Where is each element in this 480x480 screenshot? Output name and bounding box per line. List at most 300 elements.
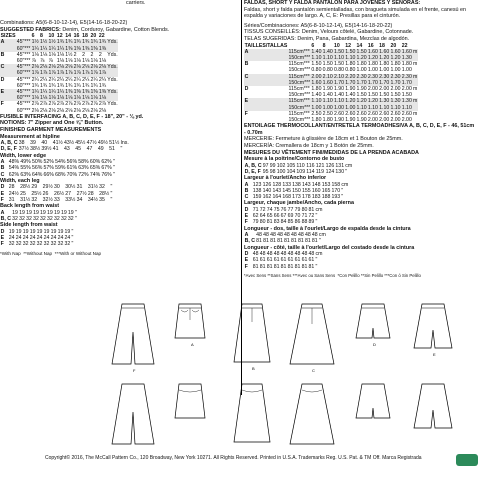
meter-value-cell: 1.20	[345, 98, 356, 105]
width-leg-value-cell: 35	[99, 196, 105, 203]
yardage-value-cell: 1¾	[40, 82, 48, 89]
jambe-value-cell: 77	[287, 206, 294, 213]
meter-value-cell: 1.10	[390, 104, 401, 111]
side-length-value-cell: 32	[15, 241, 22, 248]
meter-value-cell: 1.10	[401, 104, 412, 111]
width-lower-view-label: C	[0, 171, 5, 178]
meter-view-label: C	[244, 74, 288, 80]
side-length-row	[0, 229, 74, 235]
skirt-sketch-b	[234, 304, 270, 362]
width-lower-value-cell: 50%	[31, 159, 43, 166]
yardage-size-cell: 16	[73, 33, 80, 40]
meter-value-cell: 1.50	[333, 48, 345, 55]
yardage-value-cell: 1⅛	[65, 58, 73, 64]
hip-value-cell: 47½	[86, 140, 97, 147]
yardage-value-cell: 1¼	[48, 89, 56, 96]
dos-value-cell: 81	[256, 238, 262, 245]
dos-value-cell: 81	[291, 238, 297, 245]
back-length-value-cell: 32	[47, 215, 53, 222]
yardage-row	[0, 70, 118, 76]
jambe-value-cell: 80	[259, 219, 266, 226]
jambe-view-label: F	[244, 219, 248, 226]
meter-value-cell: 0.80	[311, 67, 322, 74]
hip-value-cell: 37½	[18, 146, 29, 153]
garment-sketches	[0, 296, 480, 456]
yardage-value-cell: 1¼	[40, 89, 48, 96]
hip-value-cell: 39	[30, 140, 36, 147]
side-length-value-cell: 19	[43, 228, 50, 235]
meter-view-label: A	[244, 49, 288, 55]
yardage-value-cell: 1⅛	[90, 58, 98, 64]
yardage-value-cell: 2	[98, 51, 102, 58]
dos-value-cell: 48	[284, 232, 290, 239]
yardage-row	[0, 46, 118, 52]
meter-width-cell: 115cm***	[288, 85, 310, 92]
jambe-value-cell: 74	[266, 206, 273, 213]
width-lower-row	[0, 165, 115, 171]
yardage-view-label: E	[0, 89, 16, 95]
yardage-view-label: C	[0, 64, 16, 70]
width-lower-value-cell: 61%	[66, 165, 78, 172]
fabrics-text: Denim, Corduroy, Gabardine, Cotton Blends.	[62, 26, 170, 33]
width-leg-value-cell: 31½	[20, 196, 31, 203]
yardage-value-cell: 1¾	[98, 39, 107, 46]
sketch-label-b: B	[252, 366, 255, 371]
cote-value-cell: 81	[273, 263, 280, 270]
yardage-unit-cell: Yds.	[107, 51, 118, 58]
back-length-value-cell: 32	[60, 215, 67, 222]
width-leg-value-cell: 26½	[53, 190, 65, 197]
width-leg-value-cell: 25	[20, 190, 26, 197]
jambe-value-cell: 81	[308, 206, 315, 213]
ourlet-value-cell: 193	[331, 194, 341, 201]
meter-width-cell: 150cm***	[288, 117, 311, 123]
yardage-value-cell: 1⅛	[40, 95, 48, 102]
cote-unit-cell: "	[315, 263, 318, 270]
width-leg-view-label: D	[0, 184, 5, 191]
cote-value-cell: 48	[266, 251, 273, 258]
meter-view-label: F	[244, 110, 248, 117]
bassin-value-cell: 97	[262, 162, 269, 169]
width-leg-value-cell: 24½	[8, 190, 19, 197]
jambe-view-label: E	[244, 213, 249, 220]
notions-text: NOTIONS: 7" Zipper and One ⅝" Button.	[0, 120, 104, 127]
hip-value-cell: 43	[63, 146, 70, 153]
meter-unit-cell: m	[413, 85, 418, 92]
ourlet-unit-cell: "	[341, 187, 344, 194]
yardage-value-cell: 1⅛	[40, 51, 48, 58]
fabrics-title: SUGGESTED FABRICS:	[0, 26, 61, 33]
meter-size-cell: 18	[379, 42, 385, 49]
meter-size-cell: 22	[401, 42, 408, 49]
cote-value-cell: 81	[308, 263, 315, 270]
hip-row	[0, 146, 129, 152]
yardage-value-cell: 1⅛	[90, 95, 98, 102]
meter-value-cell: 1.00	[367, 67, 378, 74]
yardage-value-cell: 1½	[40, 39, 48, 46]
skirt-sketch-c	[290, 304, 334, 364]
ourlet-value-cell: 148	[311, 181, 321, 188]
yardage-value-cell: 1⅛	[73, 95, 81, 102]
back-length-row	[0, 210, 77, 216]
sketch-label-f: F	[133, 368, 136, 373]
width-leg-value-cell: 28½	[99, 190, 110, 197]
hip-unit-cell: "	[120, 146, 123, 153]
width-leg-value-cell: 29½	[42, 184, 53, 191]
cote-value-cell: 81	[252, 263, 259, 270]
meter-sizes-label: TAILLES/TALLAS	[244, 42, 288, 49]
bassin-unit-cell: "	[345, 168, 348, 175]
width-lower-value-cell: 49%	[20, 159, 31, 166]
meter-value-cell: 1.80	[322, 117, 333, 123]
meter-value-cell: 1.70	[356, 79, 367, 86]
ourlet-value-cell: 158	[331, 181, 341, 188]
yardage-value-cell: 1⅜	[98, 45, 107, 52]
meter-value-cell: 1.20	[390, 54, 401, 61]
ourlet-table	[244, 182, 349, 201]
meter-value-cell: 1.20	[356, 98, 367, 105]
side-length-value-cell: 19	[57, 228, 64, 235]
width-leg-value-cell: 33½	[65, 196, 76, 203]
jambe-row	[244, 219, 323, 225]
combinations-text: Combinations: A5(6-8-10-12-14), E5(14-16-18-20-22)	[0, 20, 128, 26]
width-leg-value-cell: 26	[42, 190, 49, 197]
back-length-value-cell: 32	[26, 215, 32, 222]
meter-value-cell: 0.80	[333, 67, 345, 74]
meter-value-cell: 1.80	[367, 61, 378, 68]
dos-value-cell: 81	[297, 238, 304, 245]
dos-unit-cell: cm	[318, 232, 326, 239]
meter-value-cell: 1.90	[356, 85, 367, 92]
width-lower-value-cell: 72%	[78, 171, 89, 178]
jambe-value-cell: 88	[301, 219, 308, 226]
bassin-value-cell: 109	[296, 168, 306, 175]
yardage-value-cell: 1½	[31, 39, 39, 46]
side-length-unit-cell: "	[71, 228, 74, 235]
yardage-value-cell: 2¼	[31, 76, 39, 83]
yardage-value-cell: 2⅛	[82, 64, 90, 71]
side-length-table	[0, 229, 74, 248]
yardage-value-cell: 2⅛	[90, 64, 98, 71]
yardage-row	[0, 39, 118, 45]
yardage-view-label: A	[0, 39, 16, 45]
width-lower-value-cell: 68%	[55, 171, 66, 178]
width-leg-value-cell: 28	[87, 190, 94, 197]
width-lower-value-cell: 74%	[89, 171, 101, 178]
jambe-value-cell: 84	[280, 219, 287, 226]
side-length-value-cell: 24	[36, 234, 43, 241]
meter-value-cell: 1.80	[356, 61, 367, 68]
meter-value-cell: 1.60	[390, 48, 401, 55]
side-length-value-cell: 32	[8, 241, 15, 248]
ourlet-value-cell: 173	[292, 194, 301, 201]
yardage-value-cell: 2⅞	[98, 101, 107, 108]
yardage-value-cell: 1⅜	[65, 89, 73, 96]
right-nap-note: *Avec Sens **Sans Sens ***Avec ou Sans Sens *Con Pelillo **Sin Pelillo ***Con ó Sin Pelillo	[244, 272, 421, 278]
meter-value-cell: 1.40	[345, 92, 356, 99]
right-title: FALDAS, SHORT Y FALDA PANTALÓN PARA JÓVENES Y SEÑORAS:	[244, 0, 421, 6]
side-length-value-cell: 19	[50, 228, 57, 235]
meter-value-cell: 2.30	[379, 73, 390, 80]
meter-value-cell: 1.50	[367, 92, 378, 99]
width-lower-table	[0, 159, 115, 178]
yardage-value-cell: ⅞	[48, 58, 53, 64]
yardage-table	[0, 33, 118, 114]
width-leg-value-cell: 25½	[31, 190, 42, 197]
meter-value-cell: 1.10	[379, 104, 390, 111]
copyright-text: Copyright© 2016, The McCall Pattern Co., 120 Broadway, New York 10271. All Rights Reserved. Printed in U.S.A. Trademarks Reg. U.S. Pat. & TM Off. Marca Registrada	[45, 455, 422, 461]
cote-value-cell: 81	[301, 263, 308, 270]
culottes-sketch-e	[414, 304, 452, 348]
cote-value-cell: 61	[294, 257, 301, 264]
meter-value-cell: 1.10	[333, 54, 345, 61]
side-length-value-cell: 32	[50, 241, 57, 248]
width-leg-value-cell: 32	[31, 196, 38, 203]
bassin-view-label: D, E, F	[244, 168, 261, 175]
meter-value-cell: 1.50	[345, 48, 356, 55]
back-length-value-cell: 32	[33, 215, 39, 222]
hip-value-cell: 39½	[41, 146, 52, 153]
merceria-text: MERCERÍA: Cremallera de 18cm y 1 Botón de 25mm.	[244, 142, 374, 149]
jambe-value-cell: 76	[280, 206, 287, 213]
dos-value-cell: 81	[263, 238, 269, 245]
yardage-value-cell: 2⅞	[56, 101, 65, 108]
meter-value-cell: 2.50	[311, 110, 322, 117]
bassin-table	[244, 163, 353, 175]
yardage-value-cell: 2⅛	[48, 107, 56, 114]
side-length-value-cell: 24	[22, 234, 29, 241]
ourlet-value-cell: 150	[292, 187, 301, 194]
side-length-value-cell: 24	[15, 234, 22, 241]
meter-value-cell: 1.50	[333, 61, 345, 68]
meter-value-cell: 1.60	[401, 48, 412, 55]
yardage-width-cell: 45"***	[16, 51, 31, 58]
yardage-row	[0, 101, 118, 107]
meter-size-cell: 6	[311, 42, 315, 49]
yardage-value-cell: 1⅛	[31, 95, 39, 102]
cote-view-label: D	[244, 251, 249, 258]
yardage-value-cell: 2⅞	[90, 101, 98, 108]
jambe-value-cell: 80	[301, 206, 308, 213]
bassin-value-cell: 130	[335, 168, 345, 175]
meter-value-cell: 1.80	[401, 61, 412, 68]
meter-value-cell: 1.10	[333, 98, 345, 105]
width-lower-value-cell: 56%	[66, 159, 78, 166]
meter-size-cell: 14	[356, 42, 363, 49]
cote-value-cell: 48	[252, 251, 259, 258]
side-length-value-cell: 24	[8, 234, 15, 241]
yardage-value-cell: 1¼	[56, 89, 65, 96]
yardage-value-cell: 2⅞	[40, 101, 48, 108]
width-lower-value-cell: 54%	[55, 159, 66, 166]
yardage-value-cell: 2¼	[40, 76, 48, 83]
ourlet-value-cell: 128	[272, 181, 282, 188]
meter-width-cell: 150cm***	[288, 54, 311, 61]
yardage-value-cell: 1⅞	[90, 70, 98, 77]
yardage-value-cell: 2⅛	[31, 64, 39, 71]
meter-value-cell: 2.00	[390, 85, 401, 92]
yardage-value-cell: 1⅞	[48, 70, 56, 77]
yardage-value-cell: 2⅞	[31, 101, 39, 108]
meter-width-cell: 115cm***	[288, 61, 310, 68]
yardage-value-cell: 1⅜	[65, 45, 73, 52]
meter-value-cell: 2.30	[356, 73, 367, 80]
width-leg-value-cell: 29	[31, 184, 38, 191]
meter-size-cell: 20	[390, 42, 397, 49]
side-length-value-cell: 32	[36, 241, 43, 248]
ourlet-unit-cell: cm	[341, 181, 349, 188]
side-length-value-cell: 32	[43, 241, 50, 248]
meter-size-cell: 12	[345, 42, 352, 49]
jambe-unit-cell: "	[315, 219, 318, 226]
yardage-value-cell: 1½	[48, 39, 56, 46]
meter-value-cell: 1.60	[322, 79, 333, 86]
meter-value-cell: 1.80	[390, 61, 401, 68]
dos-value-cell: 81	[304, 238, 311, 245]
side-length-value-cell: 24	[29, 234, 36, 241]
ourlet-value-cell: 138	[252, 187, 262, 194]
ourlet-value-cell: 145	[282, 187, 291, 194]
yardage-value-cell: 1⅛	[56, 51, 65, 58]
yardage-value-cell: 2¼	[73, 76, 81, 83]
jambe-view-label: D	[244, 206, 249, 213]
yardage-size-cell: 20	[90, 33, 97, 40]
width-lower-unit-cell: "	[112, 159, 115, 166]
dos-value-cell: 81	[270, 238, 276, 245]
yardage-value-cell: 1¼	[40, 45, 48, 52]
bassin-value-cell: 102	[276, 162, 286, 169]
meter-value-cell: 1.70	[390, 79, 401, 86]
jambe-value-cell: 86	[294, 219, 301, 226]
yardage-value-cell: 2⅛	[40, 64, 48, 71]
meter-value-cell: 1.00	[322, 104, 333, 111]
back-view-d	[356, 384, 390, 418]
back-length-value-cell: 19	[40, 209, 46, 216]
meter-value-cell: 1.00	[345, 104, 356, 111]
yardage-value-cell: 1⅛	[82, 58, 90, 64]
width-leg-value-cell: 27	[65, 190, 72, 197]
meter-value-cell: 2.30	[367, 73, 378, 80]
meter-value-cell: 1.60	[367, 48, 378, 55]
cote-view-label: F	[244, 263, 248, 270]
yardage-value-cell: 1⅞	[82, 70, 90, 77]
sketch-label-e: E	[433, 352, 436, 357]
hip-value-cell: 40	[41, 140, 48, 147]
meter-view-label: E	[244, 98, 288, 104]
yardage-value-cell: 1¼	[48, 45, 56, 52]
tissus-text: TISSUS CONSEILLÉS: Denim, Velours côtelé, Gabardine, Cotonnade.	[244, 29, 414, 36]
ourlet-value-cell: 168	[282, 194, 291, 201]
yardage-width-cell: 60"***	[16, 107, 31, 114]
width-lower-value-cell: 56%	[31, 165, 43, 172]
interfacing-text: FUSIBLE INTERFACING A, B, C, D, E, F - 18", 20" - ⅛ yd.	[0, 113, 144, 120]
cote-value-cell: 61	[301, 257, 308, 264]
width-leg-table	[0, 184, 113, 203]
yardage-value-cell: 2¼	[56, 76, 65, 83]
meter-value-cell: 2.30	[390, 73, 401, 80]
dos-row	[244, 238, 326, 244]
side-length-value-cell: 32	[29, 241, 36, 248]
jambe-value-cell: 81	[266, 219, 273, 226]
yardage-size-cell: 10	[48, 33, 55, 40]
dos-value-cell: 81	[284, 238, 290, 245]
meter-value-cell: 0.80	[345, 67, 356, 74]
width-lower-value-cell: 66%	[43, 171, 54, 178]
dos-value-cell: 48	[256, 232, 262, 239]
yardage-value-cell: 2¼	[82, 76, 90, 83]
yardage-width-cell: 60"***	[16, 82, 31, 89]
meter-size-cell: 16	[367, 42, 374, 49]
back-length-value-cell: 19	[67, 209, 74, 216]
meter-value-cell: 2.60	[379, 110, 390, 117]
bassin-value-cell: 98	[269, 168, 276, 175]
yardage-value-cell: 1⅞	[73, 70, 81, 77]
back-length-value-cell: 32	[40, 215, 46, 222]
meter-value-cell: 1.50	[401, 92, 412, 99]
meter-value-cell: 2.60	[333, 110, 345, 117]
yardage-width-cell: 60"***	[16, 95, 31, 102]
width-lower-value-cell: 63%	[20, 171, 31, 178]
width-lower-view-label: A	[0, 159, 5, 166]
ourlet-value-cell: 159	[252, 194, 262, 201]
meter-value-cell: 1.00	[356, 67, 367, 74]
ourlet-value-cell: 188	[321, 194, 331, 201]
side-length-value-cell: 19	[36, 228, 43, 235]
meter-width-cell: 150cm***	[288, 79, 311, 86]
meter-unit-cell: m	[413, 61, 418, 68]
meter-value-cell: 1.00	[333, 104, 345, 111]
yardage-value-cell: 1¼	[31, 89, 39, 96]
ourlet-value-cell: 165	[321, 187, 331, 194]
ourlet-view-label: C	[244, 194, 249, 201]
back-length-value-cell: 32	[53, 215, 60, 222]
cote-value-cell: 48	[273, 251, 280, 258]
hip-value-cell: 41½	[52, 140, 63, 147]
yardage-value-cell: 2¼	[90, 76, 98, 83]
meter-value-cell: 1.50	[379, 92, 390, 99]
jambe-value-cell: 65	[266, 213, 273, 220]
meter-value-cell: 1.90	[333, 85, 345, 92]
dos-value-cell: 48	[311, 232, 318, 239]
meter-unit-cell: m	[413, 73, 418, 80]
cote-value-cell: 61	[259, 257, 266, 264]
yardage-value-cell: 1⅛	[31, 51, 39, 58]
meter-value-cell: 2.60	[401, 110, 412, 117]
meter-value-cell: 1.00	[390, 67, 401, 74]
meter-value-cell: 1.30	[390, 98, 401, 105]
hip-value-cell: 38½	[30, 146, 41, 153]
yardage-value-cell: 2⅛	[56, 107, 65, 114]
yardage-unit-cell: Yds.	[107, 76, 118, 83]
meter-value-cell: 2.10	[333, 73, 345, 80]
yardage-value-cell: 1⅛	[65, 95, 73, 102]
yardage-value-cell: 2⅛	[73, 107, 81, 114]
meter-value-cell: 1.20	[379, 54, 390, 61]
mesures-title: MESURES DU VÊTEMENT FINI/MEDIDAS DE LA PRENDA ACABADA	[244, 149, 419, 156]
yardage-value-cell: 1¾	[65, 82, 73, 89]
yardage-value-cell: 1¾	[82, 39, 90, 46]
width-lower-value-cell: 54%	[8, 165, 20, 172]
back-length-value-cell: 19	[47, 209, 53, 216]
meter-value-cell: 1.70	[333, 79, 345, 86]
meter-value-cell: 1.90	[333, 117, 345, 123]
jambe-table	[244, 207, 323, 226]
meter-value-cell: 0.80	[322, 67, 333, 74]
ourlet-value-cell: 143	[302, 181, 311, 188]
cote-value-cell: 48	[301, 251, 308, 258]
yardage-size-cell: 22	[98, 33, 105, 40]
meter-value-cell: 1.60	[379, 48, 390, 55]
